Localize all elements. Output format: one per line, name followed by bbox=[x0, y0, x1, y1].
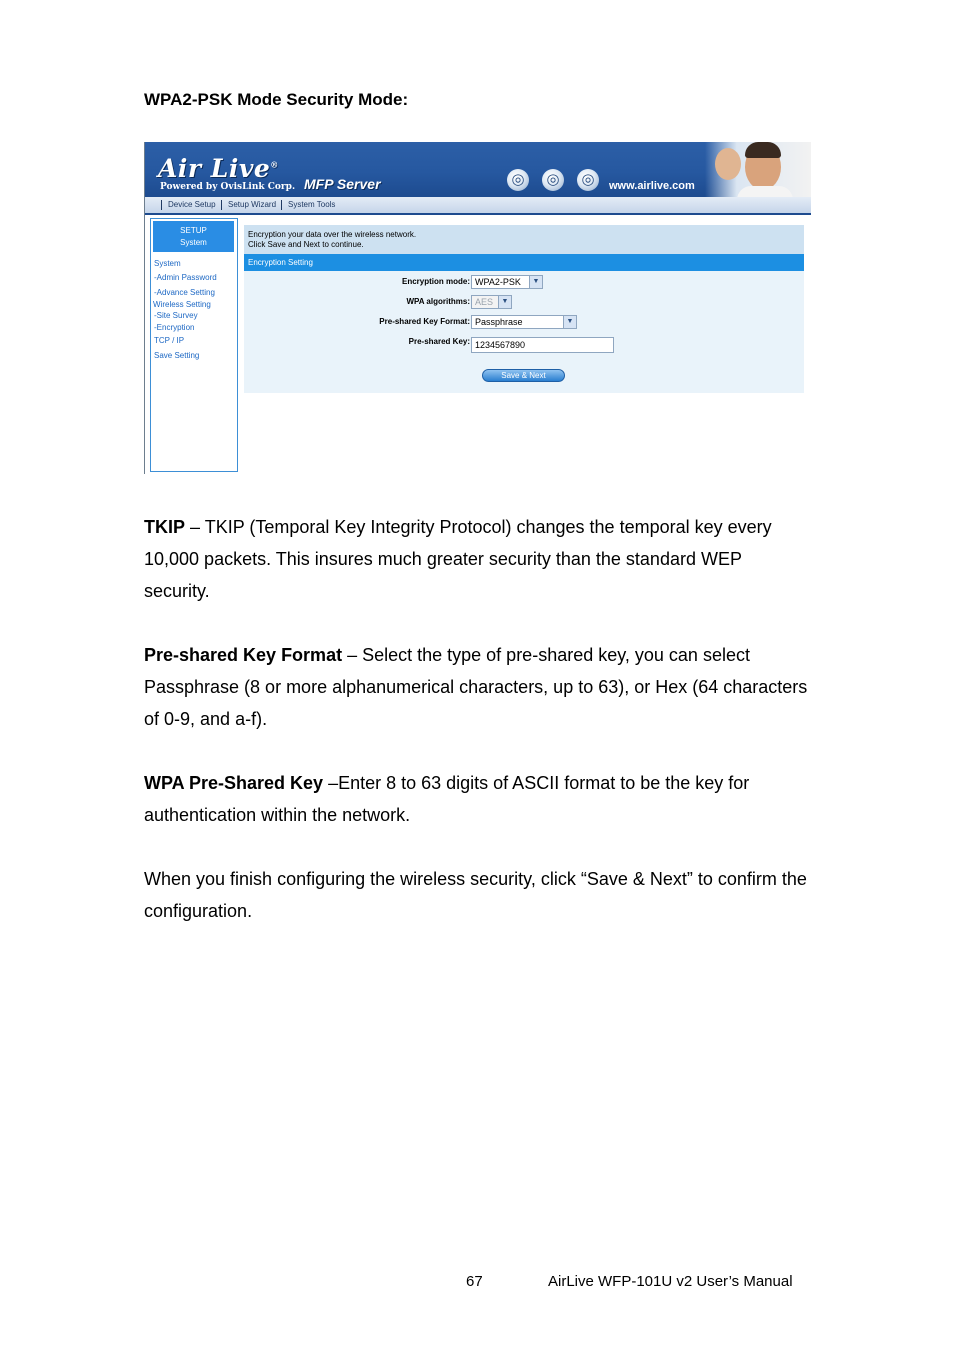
sidebar-item-site-survey[interactable]: -Site Survey bbox=[154, 311, 198, 320]
people-photo bbox=[705, 142, 811, 197]
logo-text: Air Live bbox=[158, 154, 271, 183]
menu-device-setup[interactable]: Device Setup bbox=[161, 200, 216, 210]
chevron-down-icon: ▼ bbox=[498, 296, 511, 308]
pre-shared-key-term: WPA Pre-Shared Key bbox=[144, 773, 324, 793]
section-title: Encryption Setting bbox=[244, 254, 804, 271]
sidebar-item-admin-password[interactable]: -Admin Password bbox=[154, 273, 217, 282]
website-link[interactable]: www.airlive.com bbox=[609, 180, 695, 192]
menu-system-tools[interactable]: System Tools bbox=[281, 200, 335, 210]
encryption-mode-value: WPA2-PSK bbox=[475, 277, 521, 287]
globe-icon: ◎ bbox=[577, 169, 599, 191]
wpa-algorithms-value: AES bbox=[475, 297, 494, 307]
sidebar-item-tcp-ip[interactable]: TCP / IP bbox=[154, 336, 185, 345]
sidebar-header-title: SETUP bbox=[180, 226, 207, 235]
info-message bbox=[244, 225, 804, 254]
key-format-text: – Select the type of pre-shared key, you can select Passphrase (8 or more alphanumerical characters, up to 63), or Hex (64 characters of 0-9, and a-f). bbox=[144, 645, 808, 729]
info-line: Encryption your data over the wireless network. bbox=[248, 230, 417, 239]
product-name: MFP Server bbox=[304, 176, 381, 192]
pre-shared-key-text: –Enter 8 to 63 digits of ASCII format to be the key for authentication within the network. bbox=[144, 773, 750, 825]
finish-paragraph: When you finish configuring the wireless security, click “Save & Next” to confirm the configuration. bbox=[144, 869, 807, 921]
manual-title: AirLive WFP-101U v2 User’s Manual bbox=[548, 1273, 793, 1290]
sidebar-item-save-setting[interactable]: Save Setting bbox=[154, 351, 200, 360]
tkip-paragraph bbox=[144, 511, 812, 607]
sidebar bbox=[150, 218, 238, 472]
pre-shared-key-input[interactable]: 1234567890 bbox=[471, 337, 614, 353]
chevron-down-icon: ▼ bbox=[529, 276, 542, 288]
wpa-algorithms-label: WPA algorithms: bbox=[406, 297, 470, 306]
router-screenshot bbox=[144, 142, 811, 474]
sidebar-item-advance-setting[interactable]: -Advance Setting bbox=[154, 288, 215, 297]
logo-tagline: Powered by OvisLink Corp. bbox=[160, 182, 296, 192]
key-format-paragraph bbox=[144, 639, 812, 735]
globe-icon: ◎ bbox=[507, 169, 529, 191]
save-next-button[interactable]: Save & Next bbox=[482, 369, 565, 382]
top-menu bbox=[145, 197, 811, 215]
chevron-down-icon: ▼ bbox=[563, 316, 576, 328]
sidebar-header bbox=[153, 221, 234, 252]
sidebar-item-system[interactable]: System bbox=[154, 259, 181, 268]
sidebar-header-subtitle: System bbox=[180, 238, 207, 247]
airlive-logo[interactable]: Air Live® bbox=[158, 154, 279, 183]
encryption-mode-select[interactable] bbox=[471, 275, 543, 289]
header-banner bbox=[145, 142, 811, 197]
key-format-select[interactable] bbox=[471, 315, 577, 329]
sidebar-item-wireless-setting[interactable]: Wireless Setting bbox=[153, 300, 211, 309]
wpa-algorithms-select[interactable] bbox=[471, 295, 512, 309]
pre-shared-key-paragraph bbox=[144, 767, 812, 831]
globe-icon: ◎ bbox=[542, 169, 564, 191]
pre-shared-key-label: Pre-shared Key: bbox=[408, 337, 470, 346]
key-format-term: Pre-shared Key Format bbox=[144, 645, 343, 665]
tkip-text: – TKIP (Temporal Key Integrity Protocol) changes the temporal key every 10,000 packets. This insures much greater security than the standard WEP security. bbox=[144, 517, 772, 601]
encryption-panel bbox=[244, 225, 804, 393]
sidebar-item-encryption[interactable]: -Encryption bbox=[154, 323, 195, 332]
page-heading: WPA2-PSK Mode Security Mode: bbox=[144, 90, 409, 109]
key-format-label: Pre-shared Key Format: bbox=[379, 317, 470, 326]
key-format-value: Passphrase bbox=[475, 317, 523, 327]
page-number: 67 bbox=[466, 1273, 483, 1290]
tkip-term: TKIP bbox=[144, 517, 186, 537]
encryption-mode-label: Encryption mode: bbox=[401, 277, 470, 286]
menu-setup-wizard[interactable]: Setup Wizard bbox=[221, 200, 276, 210]
info-line: Click Save and Next to continue. bbox=[248, 240, 364, 249]
